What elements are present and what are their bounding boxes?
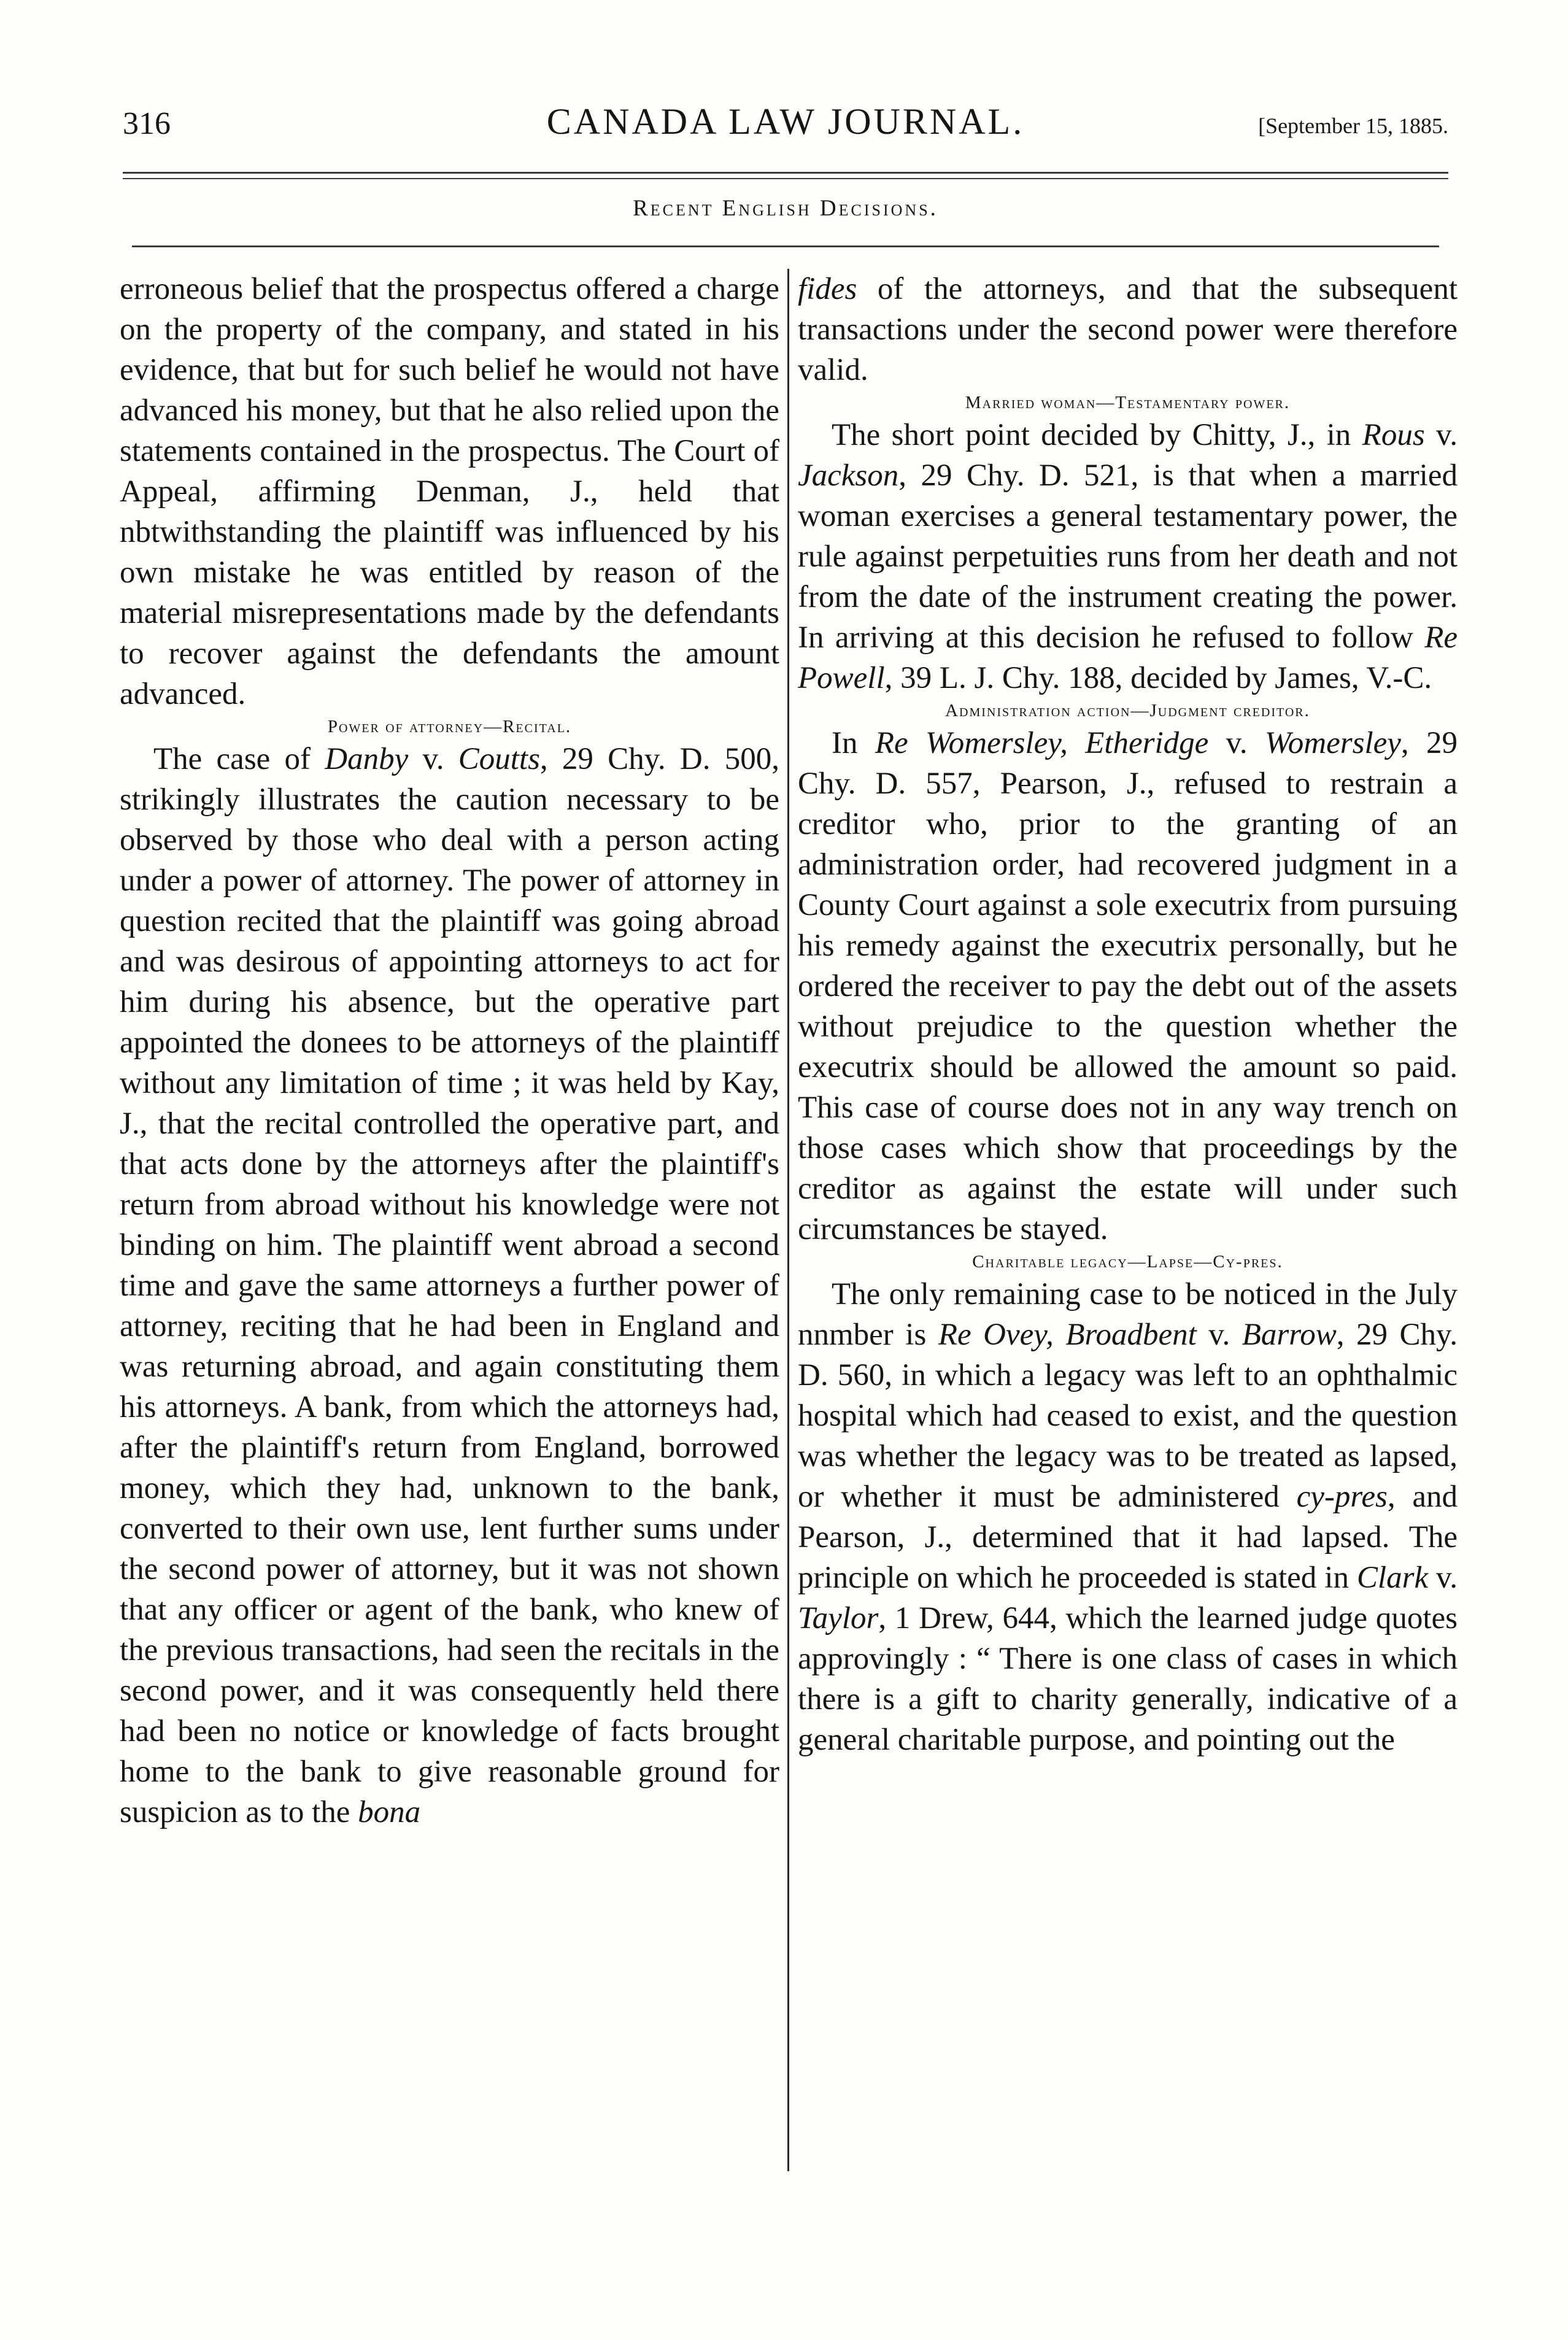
page-header [123, 92, 1448, 160]
journal-title: CANADA LAW JOURNAL. [546, 101, 1025, 142]
paragraph: The short point decided by Chitty, J., in Rous v. Jackson, 29 Chy. D. 521, is that when a married woman exercises a general testamentary power, the rule against perpetuities runs from her death and not from the date of the instrument creating the power. In arriving at this decision he refused to follow Re Powell, 39 L. J. Chy. 188, decided by James, V.-C. [798, 418, 1458, 695]
paragraph: fides of the attorneys, and that the subsequent transactions under the second power were therefore valid. [798, 272, 1458, 387]
right-column [798, 269, 1458, 1760]
header-rule-bottom [123, 178, 1448, 179]
paragraph: In Re Womersley, Etheridge v. Womersley, 29 Chy. D. 557, Pearson, J., refused to restrain a creditor who, prior to the granting of an administration order, had recovered judgment in a County Court against a sole executrix from pursuing his remedy against the executrix personally, but he ordered the receiver to pay the debt out of the assets without prejudice to the question whether the executrix should be allowed the amount so paid. This case of course does not in any way trench on those cases which show that proceedings by the creditor as against the estate will under such circumstances be stayed. [798, 726, 1458, 1246]
case-name: Womersley [1264, 726, 1401, 760]
case-name: Danby [325, 742, 409, 776]
column-divider [787, 269, 789, 2171]
paragraph: The only remaining case to be noticed in the July nnmber is Re Ovey, Broadbent v. Barrow, 29 Chy. D. 560, in which a legacy was left to an ophthalmic hospital which had ceased to exist, and the question was whether the legacy was to be treated as lapsed, or whether it must be administered cy-pres, and Pearson, J., determined that it had lapsed. The principle on which he proceeded is stated in Clark v. Taylor, 1 Drew, 644, which the learned judge quotes approvingly : “ There is one class of cases in which there is a gift to charity generally, indicative of a general charitable purpose, and pointing out the [798, 1277, 1458, 1757]
case-name: Clark [1356, 1561, 1429, 1595]
case-name: Re Ovey, Broadbent [938, 1318, 1197, 1352]
paragraph: The case of Danby v. Coutts, 29 Chy. D. 500, strikingly illustrates the caution necessary to be observed by those who deal with a person acting under a power of attorney. The power of attorney in question recited that the plaintiff was going abroad and was desirous of appointing attorneys to act for him during his absence, but the operative part appointed the donees to be attorneys of the plaintiff without any limitation of time ; it was held by Kay, J., that the recital controlled the operative part, and that acts done by the attorneys after the plaintiff's return from abroad without his knowledge were not binding on him. The plaintiff went abroad a second time and gave the same attorneys a further power of attorney, reciting that he had been in England and was returning abroad, and again constituting them his attorneys. A bank, from which the attorneys had, after the plaintiff's return from England, borrowed money, which they had, unknown to the bank, converted to their own use, lent further sums under the second power of attorney, but it was not shown that any officer or agent of the bank, who knew of the previous transactions, had seen the recitals in the second power, and it was consequently held there had been no notice or knowledge of facts brought home to the bank to give reasonable ground for suspicion as to the bona [120, 742, 779, 1829]
case-name: Coutts [458, 742, 540, 776]
case-name: Taylor [798, 1601, 879, 1635]
page-number: 316 [123, 106, 171, 141]
case-name: Barrow [1242, 1318, 1337, 1352]
case-heading: Power of attorney—Recital. [327, 717, 572, 736]
case-name: Rous [1362, 418, 1425, 452]
left-column [120, 269, 779, 1832]
case-name: Re Womersley, Etheridge [875, 726, 1209, 760]
issue-date: [September 15, 1885. [1258, 114, 1448, 138]
paragraph: erroneous belief that the prospectus offered a charge on the property of the company, and stated in his evidence, that but for such belief he would not have advanced his money, but that he also relied upon the statements contained in the prospectus. The Court of Appeal, affirming Denman, J., held that nbtwithstanding the plaintiff was influenced by his own mistake he was entitled by reason of the material misrepresentations made by the defendants to recover against the defendants the amount advanced. [120, 272, 779, 711]
case-name: Jackson [798, 458, 899, 493]
case-heading: Administration action—Judgment creditor. [945, 701, 1310, 720]
case-heading: Married woman—Testamentary power. [965, 393, 1291, 412]
header-rule-top [123, 172, 1448, 174]
section-title: Recent English Decisions. [633, 196, 938, 221]
section-rule [132, 245, 1439, 247]
case-name: Re Powell [798, 620, 1458, 695]
case-heading: Charitable legacy—Lapse—Cy-pres. [972, 1252, 1283, 1272]
